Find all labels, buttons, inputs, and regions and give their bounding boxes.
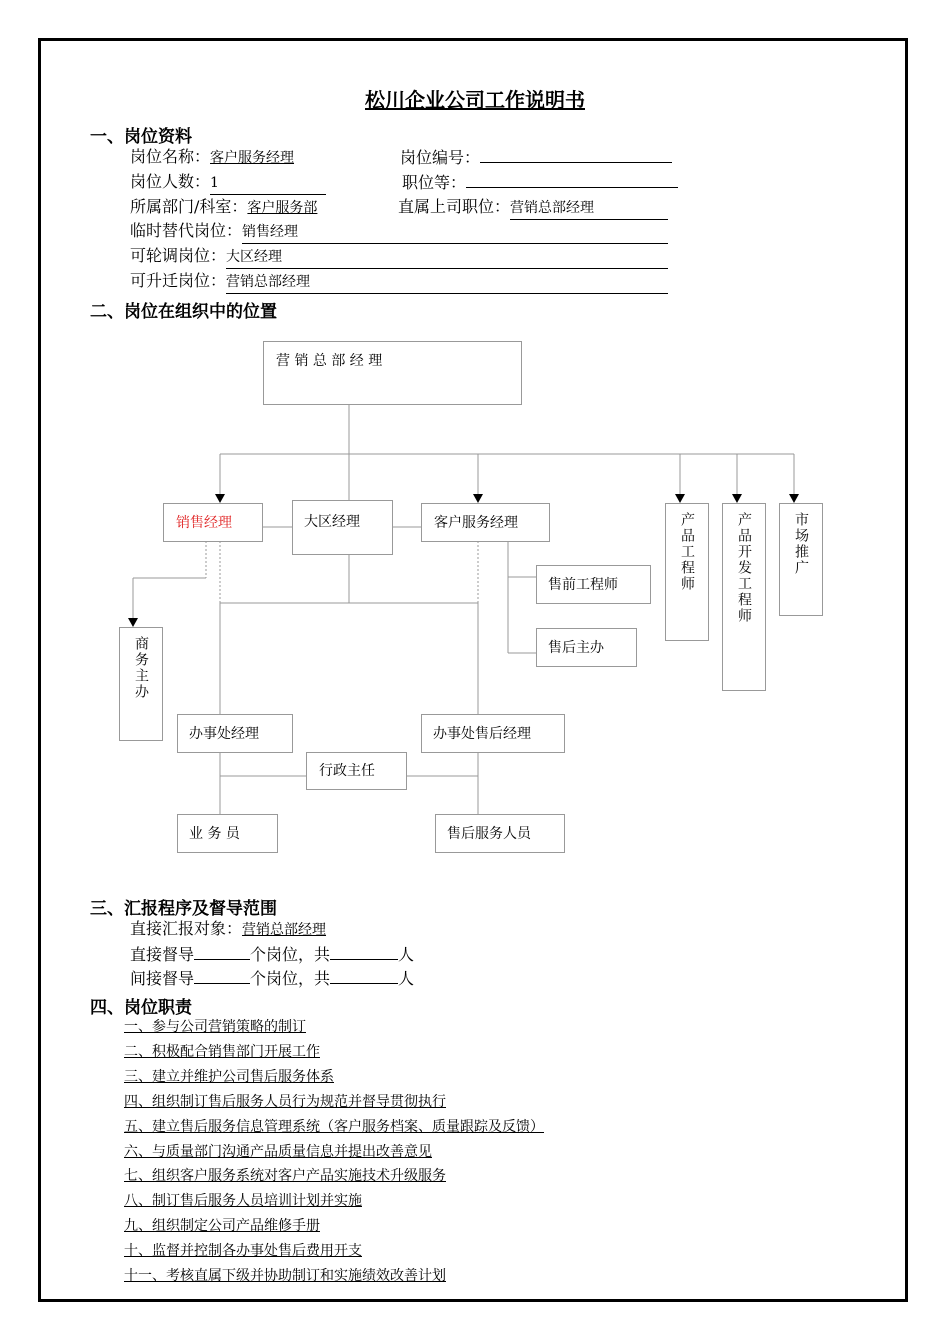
- org-box-marketing-promotion: [779, 503, 823, 616]
- org-box-aftersales-admin: [536, 628, 637, 667]
- org-box-sales-manager-label: 销售经理: [176, 515, 232, 531]
- promotion-label: 可升迁岗位：: [130, 271, 227, 290]
- promotion-value: 营销总部经理: [226, 271, 668, 294]
- direct-supervision-row: [130, 943, 414, 966]
- page-title: 松川企业公司工作说明书: [365, 88, 585, 112]
- duty-item: 十一、考核直属下级并协助制订和实施绩效改善计划: [124, 1268, 446, 1284]
- indirect-supervision-mid: 个岗位，共: [250, 969, 331, 988]
- org-box-aftersales-admin-label: 售后主办: [548, 640, 604, 656]
- duty-item: 十、监督并控制各办事处售后费用开支: [124, 1243, 362, 1259]
- indirect-supervision-end: 人: [398, 969, 415, 988]
- org-box-aftersales-staff: [435, 814, 565, 853]
- section-heading-position-info: 一、岗位资料: [90, 127, 192, 147]
- org-box-product-dev-engineer-label: 产品开发工程师: [736, 512, 752, 624]
- org-box-product-dev-engineer: [722, 503, 766, 691]
- org-box-sales-manager: [163, 503, 263, 542]
- org-box-aftersales-staff-label: 售后服务人员: [447, 826, 531, 842]
- org-box-admin-director-label: 行政主任: [319, 763, 375, 779]
- duty-item: 一、参与公司营销策略的制订: [124, 1019, 306, 1035]
- duty-item: 七、组织客户服务系统对客户产品实施技术升级服务: [124, 1168, 446, 1184]
- headcount-value: 1: [210, 172, 326, 195]
- direct-report-label: 直接汇报对象：: [130, 919, 243, 938]
- duty-item: 八、制订售后服务人员培训计划并实施: [124, 1193, 362, 1209]
- section-heading-responsibilities: 四、岗位职责: [90, 998, 192, 1018]
- org-box-salesman-label: 业 务 员: [189, 826, 240, 842]
- position-name-value: 客户服务经理: [210, 150, 295, 166]
- org-box-regional-manager-label: 大区经理: [304, 514, 360, 530]
- direct-supervision-people-blank: [330, 943, 398, 960]
- direct-supervision-positions-blank: [194, 943, 250, 960]
- direct-supervision-label: 直接督导: [130, 945, 195, 964]
- org-box-commerce-admin-label: 商务主办: [133, 636, 149, 700]
- org-box-admin-director: [306, 752, 407, 790]
- supervisor-value: 营销总部经理: [510, 197, 668, 220]
- direct-supervision-end: 人: [398, 945, 415, 964]
- org-box-marketing-promotion-label: 市场推广: [793, 512, 809, 576]
- org-box-presales-engineer: [536, 565, 651, 604]
- indirect-supervision-label: 间接督导: [130, 969, 195, 988]
- section-heading-org-position: 二、岗位在组织中的位置: [90, 302, 277, 322]
- temp-substitute-value: 销售经理: [242, 221, 668, 244]
- org-box-customer-service-manager-label: 客户服务经理: [434, 515, 518, 531]
- indirect-supervision-people-blank: [330, 967, 398, 984]
- org-box-presales-engineer-label: 售前工程师: [548, 577, 618, 593]
- org-box-customer-service-manager: [421, 503, 550, 542]
- org-box-marketing-gm: [263, 341, 522, 405]
- duty-item: 六、与质量部门沟通产品质量信息并提出改善意见: [124, 1144, 432, 1160]
- org-box-salesman: [177, 814, 278, 853]
- duty-item: 四、组织制订售后服务人员行为规范并督导贯彻执行: [124, 1094, 446, 1110]
- org-box-office-manager-label: 办事处经理: [189, 726, 259, 742]
- org-box-product-engineer-label: 产品工程师: [679, 512, 695, 592]
- org-box-office-manager: [177, 714, 293, 753]
- org-box-product-engineer: [665, 503, 709, 641]
- duty-item: 三、建立并维护公司售后服务体系: [124, 1069, 334, 1085]
- temp-substitute-label: 临时替代岗位：: [130, 221, 243, 240]
- direct-report-row: [130, 918, 326, 941]
- department-label: 所属部门/科室：: [130, 197, 248, 216]
- supervisor-label: 直属上司职位：: [398, 197, 511, 216]
- grade-label: 职位等：: [402, 173, 467, 192]
- direct-supervision-mid: 个岗位，共: [250, 945, 331, 964]
- headcount-label: 岗位人数：: [130, 172, 211, 191]
- indirect-supervision-positions-blank: [194, 967, 250, 984]
- org-box-office-aftersales-manager: [421, 714, 565, 753]
- indirect-supervision-row: [130, 967, 414, 990]
- rotation-label: 可轮调岗位：: [130, 246, 227, 265]
- duty-item: 二、积极配合销售部门开展工作: [124, 1044, 320, 1060]
- rotation-value: 大区经理: [226, 246, 668, 269]
- org-box-commerce-admin: [119, 627, 163, 741]
- org-box-marketing-gm-label: 营 销 总 部 经 理: [276, 353, 383, 369]
- department-value: 客户服务部: [247, 200, 318, 216]
- duty-item: 五、建立售后服务信息管理系统（客户服务档案、质量跟踪及反馈）: [124, 1119, 544, 1135]
- position-name-label: 岗位名称：: [130, 147, 211, 166]
- direct-report-value: 营销总部经理: [242, 922, 327, 938]
- org-box-regional-manager: [292, 500, 393, 555]
- duty-item: 九、组织制定公司产品维修手册: [124, 1218, 320, 1234]
- position-number-label: 岗位编号：: [400, 148, 481, 167]
- org-box-office-aftersales-manager-label: 办事处售后经理: [433, 726, 531, 742]
- section-heading-reporting: 三、汇报程序及督导范围: [90, 899, 277, 919]
